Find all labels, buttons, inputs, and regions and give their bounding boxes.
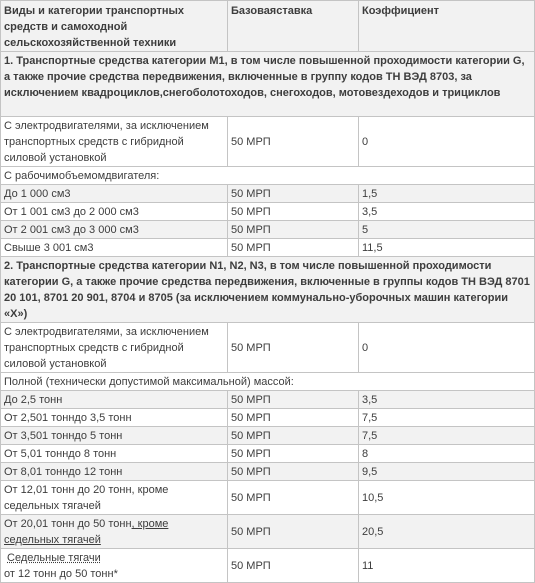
row-label: От 2 001 см3 до 3 000 см3: [1, 221, 228, 239]
section-1-title-row: [1, 52, 535, 117]
table-row: [1, 221, 535, 239]
mass-caption: Полной (технически допустимой максимальной) массой:: [1, 373, 535, 391]
mass-caption-row: [1, 373, 535, 391]
row-rate: 50 МРП: [228, 203, 359, 221]
row-rate: 50 МРП: [228, 445, 359, 463]
header-base-rate: Базоваяставка: [228, 1, 359, 52]
row-coef: 0: [359, 117, 535, 167]
row-rate: 50 МРП: [228, 515, 359, 549]
row-label: С электродвигателями, за исключением транспортных средств с гибридной силовой установкой: [1, 117, 228, 167]
row-coef: 11: [359, 549, 535, 583]
row-rate: 50 МРП: [228, 323, 359, 373]
table-row: [1, 323, 535, 373]
row-rate: 50 МРП: [228, 549, 359, 583]
row-rate: 50 МРП: [228, 221, 359, 239]
header-vehicle-type: Виды и категории транспортных средств и самоходной сельскохозяйственной техники: [1, 1, 228, 52]
row-label: До 1 000 см3: [1, 185, 228, 203]
row-rate: 50 МРП: [228, 391, 359, 409]
table-row: [1, 391, 535, 409]
table-row: [1, 409, 535, 427]
row-label-tractors: [1, 549, 228, 583]
row-label: От 3,501 тонндо 5 тонн: [1, 427, 228, 445]
row-rate: 50 МРП: [228, 427, 359, 445]
row-rate: 50 МРП: [228, 239, 359, 257]
table-row: [1, 463, 535, 481]
table-row: [1, 481, 535, 515]
row-coef: 7,5: [359, 409, 535, 427]
section-2-title-row: [1, 257, 535, 323]
row-label-text: от 12 тонн до 50 тонн*: [4, 568, 118, 580]
row-label: От 2,501 тонндо 3,5 тонн: [1, 409, 228, 427]
row-label: От 5,01 тонндо 8 тонн: [1, 445, 228, 463]
row-label: До 2,5 тонн: [1, 391, 228, 409]
row-coef: 10,5: [359, 481, 535, 515]
table-row: [1, 549, 535, 583]
table-row: [1, 239, 535, 257]
table-row: [1, 515, 535, 549]
row-rate: 50 МРП: [228, 409, 359, 427]
row-coef: 3,5: [359, 391, 535, 409]
row-label: От 8,01 тонндо 12 тонн: [1, 463, 228, 481]
section-2-title: 2. Транспортные средства категории N1, N2, N3, в том числе повышенной проходимости категории G, а также прочие средства передвижения, включенные в группы кодов ТН ВЭД 8701 20 101, 8701 20 901, 8704 и 8705 (за исключением коммунально-уборочных машин категории «Х»): [1, 257, 535, 323]
table-header-row: [1, 1, 535, 52]
row-rate: 50 МРП: [228, 117, 359, 167]
row-rate: 50 МРП: [228, 481, 359, 515]
except-tractors-link[interactable]: , кроме седельных тягачей: [4, 518, 169, 546]
row-coef: 3,5: [359, 203, 535, 221]
tractors-link[interactable]: Седельные тягачи: [7, 552, 101, 564]
table-row: [1, 445, 535, 463]
row-coef: 0: [359, 323, 535, 373]
table-row: [1, 427, 535, 445]
row-coef: 8: [359, 445, 535, 463]
table-row: [1, 185, 535, 203]
engine-caption-row: [1, 167, 535, 185]
row-coef: 5: [359, 221, 535, 239]
row-label: От 1 001 см3 до 2 000 см3: [1, 203, 228, 221]
row-label-text: От 20,01 тонн до 50 тонн: [4, 518, 132, 530]
row-coef: 9,5: [359, 463, 535, 481]
table-row: [1, 203, 535, 221]
row-coef: 1,5: [359, 185, 535, 203]
engine-volume-caption: С рабочимобъемомдвигателя:: [1, 167, 535, 185]
row-label: С электродвигателями, за исключением транспортных средств с гибридной силовой установкой: [1, 323, 228, 373]
row-label: От 12,01 тонн до 20 тонн, кроме седельных тягачей: [1, 481, 228, 515]
row-coef: 20,5: [359, 515, 535, 549]
row-label: Свыше 3 001 см3: [1, 239, 228, 257]
row-rate: 50 МРП: [228, 463, 359, 481]
row-coef: 7,5: [359, 427, 535, 445]
table-row: [1, 117, 535, 167]
header-coefficient: Коэффициент: [359, 1, 535, 52]
row-label-20-50: [1, 515, 228, 549]
row-rate: 50 МРП: [228, 185, 359, 203]
section-1-title: 1. Транспортные средства категории M1, в том числе повышенной проходимости категории G, а также прочие средства передвижения, включенные в группу кодов ТН ВЭД 8703, за исключением квадроциклов,снегоболотоходов, снегоходов, мотовездеходов и трициклов: [1, 52, 535, 117]
row-coef: 11,5: [359, 239, 535, 257]
